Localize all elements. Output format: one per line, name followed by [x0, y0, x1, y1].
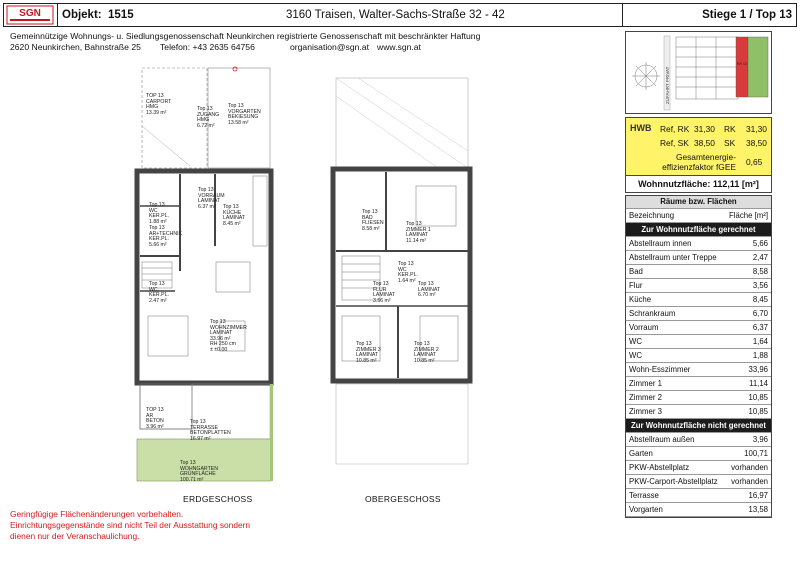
- address: 3160 Traisen, Walter-Sachs-Straße 32 - 42: [286, 9, 505, 21]
- room-label-wohnzimmer: Top 13 WOHNZIMMER LAMINAT 33.96 m² RH 250 cm ± ±0.00: [210, 319, 247, 353]
- room-label-ar: TOP 13 AR BETON 3.96 m²: [146, 407, 164, 430]
- row-name: Abstellraum unter Treppe: [629, 253, 717, 262]
- row-name: Vorraum: [629, 323, 659, 332]
- upper-floor-label: OBERGESCHOSS: [365, 494, 441, 504]
- row-name: Abstellraum innen: [629, 239, 692, 248]
- row-name: Terrasse: [629, 491, 659, 500]
- fgee-label: Gesamtenergie- effizienzfaktor fGEE: [662, 152, 736, 172]
- row-value: 10,85: [748, 407, 768, 416]
- table-row: [626, 335, 771, 349]
- room-label-vorgarten: Top 13 VORGARTEN BEKIESUNG 13.58 m²: [228, 103, 261, 126]
- table-row: [626, 363, 771, 377]
- table-row: [626, 461, 771, 475]
- room-label-wohngarten: Top 13 WOHNGARTEN GRÜNFLÄCHE 100.71 m²: [180, 460, 218, 483]
- room-label-bad: Top 13 BAD FLIESEN 8.58 m²: [362, 209, 384, 232]
- row-value: 5,66: [752, 239, 768, 248]
- objekt-label: [62, 3, 134, 27]
- sgn-logo: [6, 5, 54, 25]
- row-name: Garten: [629, 449, 653, 458]
- row-value: vorhanden: [731, 477, 768, 486]
- logo-text: SGN: [19, 8, 41, 19]
- objekt-number: 1515: [108, 9, 134, 21]
- rk-label: RK: [724, 124, 736, 134]
- table-row: [626, 475, 771, 489]
- room-label-zimmer1: Top 13 ZIMMER 1 LAMINAT 11.14 m²: [406, 221, 431, 244]
- disclaimer-line-1: Geringfügige Flächenänderungen vorbehalten.: [10, 509, 184, 519]
- table-row: [626, 349, 771, 363]
- company-info: [10, 31, 480, 53]
- room-label-flur: Top 13 FLUR LAMINAT 3.56 m²: [373, 281, 396, 304]
- ref-sk-value: 38,50: [694, 138, 715, 148]
- table-title: Räume bzw. Flächen: [626, 196, 771, 209]
- room-label-vorraum: Top 13 VORRAUM LAMINAT 6.37 m²: [198, 187, 225, 210]
- rk-value: 31,30: [746, 124, 767, 134]
- row-name: Abstellraum außen: [629, 435, 695, 444]
- room-label-carport: TOP 13 CARPORT HMG 13.39 m²: [146, 93, 172, 116]
- objekt-key: Objekt:: [62, 9, 102, 21]
- company-street: 2620 Neunkirchen, Bahnstraße 25: [10, 42, 141, 52]
- table-row: [626, 433, 771, 447]
- row-name: Wohn-Esszimmer: [629, 365, 691, 374]
- row-name: Zimmer 3: [629, 407, 662, 416]
- row-value: 33,96: [748, 365, 768, 374]
- row-value: 13,58: [748, 505, 768, 514]
- col-flaeche: Fläche [m²]: [729, 211, 768, 220]
- table-row: [626, 391, 771, 405]
- stiege-top: Stiege 1 / Top 13: [702, 9, 792, 21]
- room-label-wc-og: Top 13 WC KER.PL. 1.64 m²: [398, 261, 418, 284]
- row-name: Vorgarten: [629, 505, 663, 514]
- table-row: [626, 447, 771, 461]
- table-row: [626, 321, 771, 335]
- room-label-zimmer3: Top 13 ZIMMER 3 LAMINAT 10.85 m²: [356, 341, 381, 364]
- row-name: Zimmer 2: [629, 393, 662, 402]
- row-name: Flur: [629, 281, 643, 290]
- row-name: WC: [629, 337, 642, 346]
- row-name: Bad: [629, 267, 643, 276]
- wohnnutzflaeche-total: Wohnnutzfläche: 112,11 [m²]: [625, 175, 772, 193]
- table-row: [626, 265, 771, 279]
- row-name: Zimmer 1: [629, 379, 662, 388]
- hwb-label: HWB: [630, 123, 652, 133]
- row-value: 100,71: [744, 449, 768, 458]
- table-row: [626, 307, 771, 321]
- company-email[interactable]: organisation@sgn.at: [290, 42, 369, 52]
- header-divider: [622, 3, 623, 27]
- table-row: [626, 293, 771, 307]
- site-map: [625, 31, 772, 114]
- room-label-wc-stairs: Top 13 WC KER.PL. 2.47 m²: [149, 281, 169, 304]
- row-name: Küche: [629, 295, 652, 304]
- company-name: Gemeinnützige Wohnungs- u. Siedlungsgenossenschaft Neunkirchen registrierte Genossenschaft mit beschränkter Haftung: [10, 31, 481, 41]
- col-bezeichnung: Bezeichnung: [629, 211, 675, 220]
- disclaimer-line-2: Einrichtungsgegenstände sind nicht Teil der Ausstattung sondern: [10, 520, 251, 530]
- table-row: [626, 279, 771, 293]
- table-header: [626, 209, 771, 223]
- row-value: 10,85: [748, 393, 768, 402]
- row-name: PKW-Abstellplatz: [629, 463, 690, 472]
- section-nicht-gerechnet: Zur Wohnnutzfläche nicht gerechnet: [626, 419, 771, 433]
- row-name: WC: [629, 351, 642, 360]
- row-name: PKW-Carport-Abstellplatz: [629, 477, 718, 486]
- room-area-table: [625, 195, 772, 518]
- table-row: [626, 377, 771, 391]
- room-label-schrankraum: Top 13 LAMINAT 6.70 m²: [418, 281, 441, 299]
- sk-value: 38,50: [746, 138, 767, 148]
- company-phone: Telefon: +43 2635 64756: [160, 42, 255, 52]
- street-label: ZUFAHRT PRIVAT: [665, 66, 670, 104]
- table-row: [626, 503, 771, 517]
- row-value: 6,70: [752, 309, 768, 318]
- room-label-wc-eg: Top 13 WC KER.PL. 1.88 m²: [149, 202, 169, 225]
- row-value: 1,88: [752, 351, 768, 360]
- ref-rk-label: Ref, RK: [660, 124, 690, 134]
- energy-box: [625, 117, 772, 177]
- header-divider: [57, 3, 58, 27]
- row-value: 11,14: [749, 379, 768, 388]
- room-label-zimmer2: Top 13 ZIMMER 2 LAMINAT 10.85 m²: [414, 341, 439, 364]
- row-value: vorhanden: [731, 463, 768, 472]
- section-gerechnet: Zur Wohnnutzfläche gerechnet: [626, 223, 771, 237]
- table-row: [626, 237, 771, 251]
- disclaimer: [10, 509, 250, 542]
- table-row: [626, 405, 771, 419]
- fgee-value: 0,65: [746, 157, 763, 167]
- room-label-zugang: Top 13 ZUGANG HMG 6.72 m²: [197, 106, 220, 129]
- row-value: 3,96: [752, 435, 768, 444]
- row-value: 8,45: [752, 295, 768, 304]
- row-value: 1,64: [752, 337, 768, 346]
- row-value: 8,58: [752, 267, 768, 276]
- row-value: 3,56: [752, 281, 768, 290]
- room-label-terrasse: Top 13 TERRASSE BETONPLATTEN 16.97 m²: [190, 419, 231, 442]
- table-row: [626, 251, 771, 265]
- room-label-ar-technik: Top 13 AR+TECHNIK KER.PL. 5.66 m²: [149, 225, 183, 248]
- ref-rk-value: 31,30: [694, 124, 715, 134]
- room-label-kueche: Top 13 KÜCHE LAMINAT 8.45 m²: [223, 204, 246, 227]
- disclaimer-line-3: dienen nur der Veranschaulichung.: [10, 531, 140, 541]
- ground-floor-label: ERDGESCHOSS: [183, 494, 253, 504]
- company-web[interactable]: www.sgn.at: [377, 42, 421, 52]
- table-row: [626, 489, 771, 503]
- row-value: 2,47: [752, 253, 768, 262]
- sk-label: SK: [724, 138, 736, 148]
- ref-sk-label: Ref, SK: [660, 138, 689, 148]
- unit-marker: RH 13: [737, 62, 747, 66]
- row-value: 16,97: [748, 491, 768, 500]
- row-name: Schrankraum: [629, 309, 676, 318]
- row-value: 6,37: [752, 323, 768, 332]
